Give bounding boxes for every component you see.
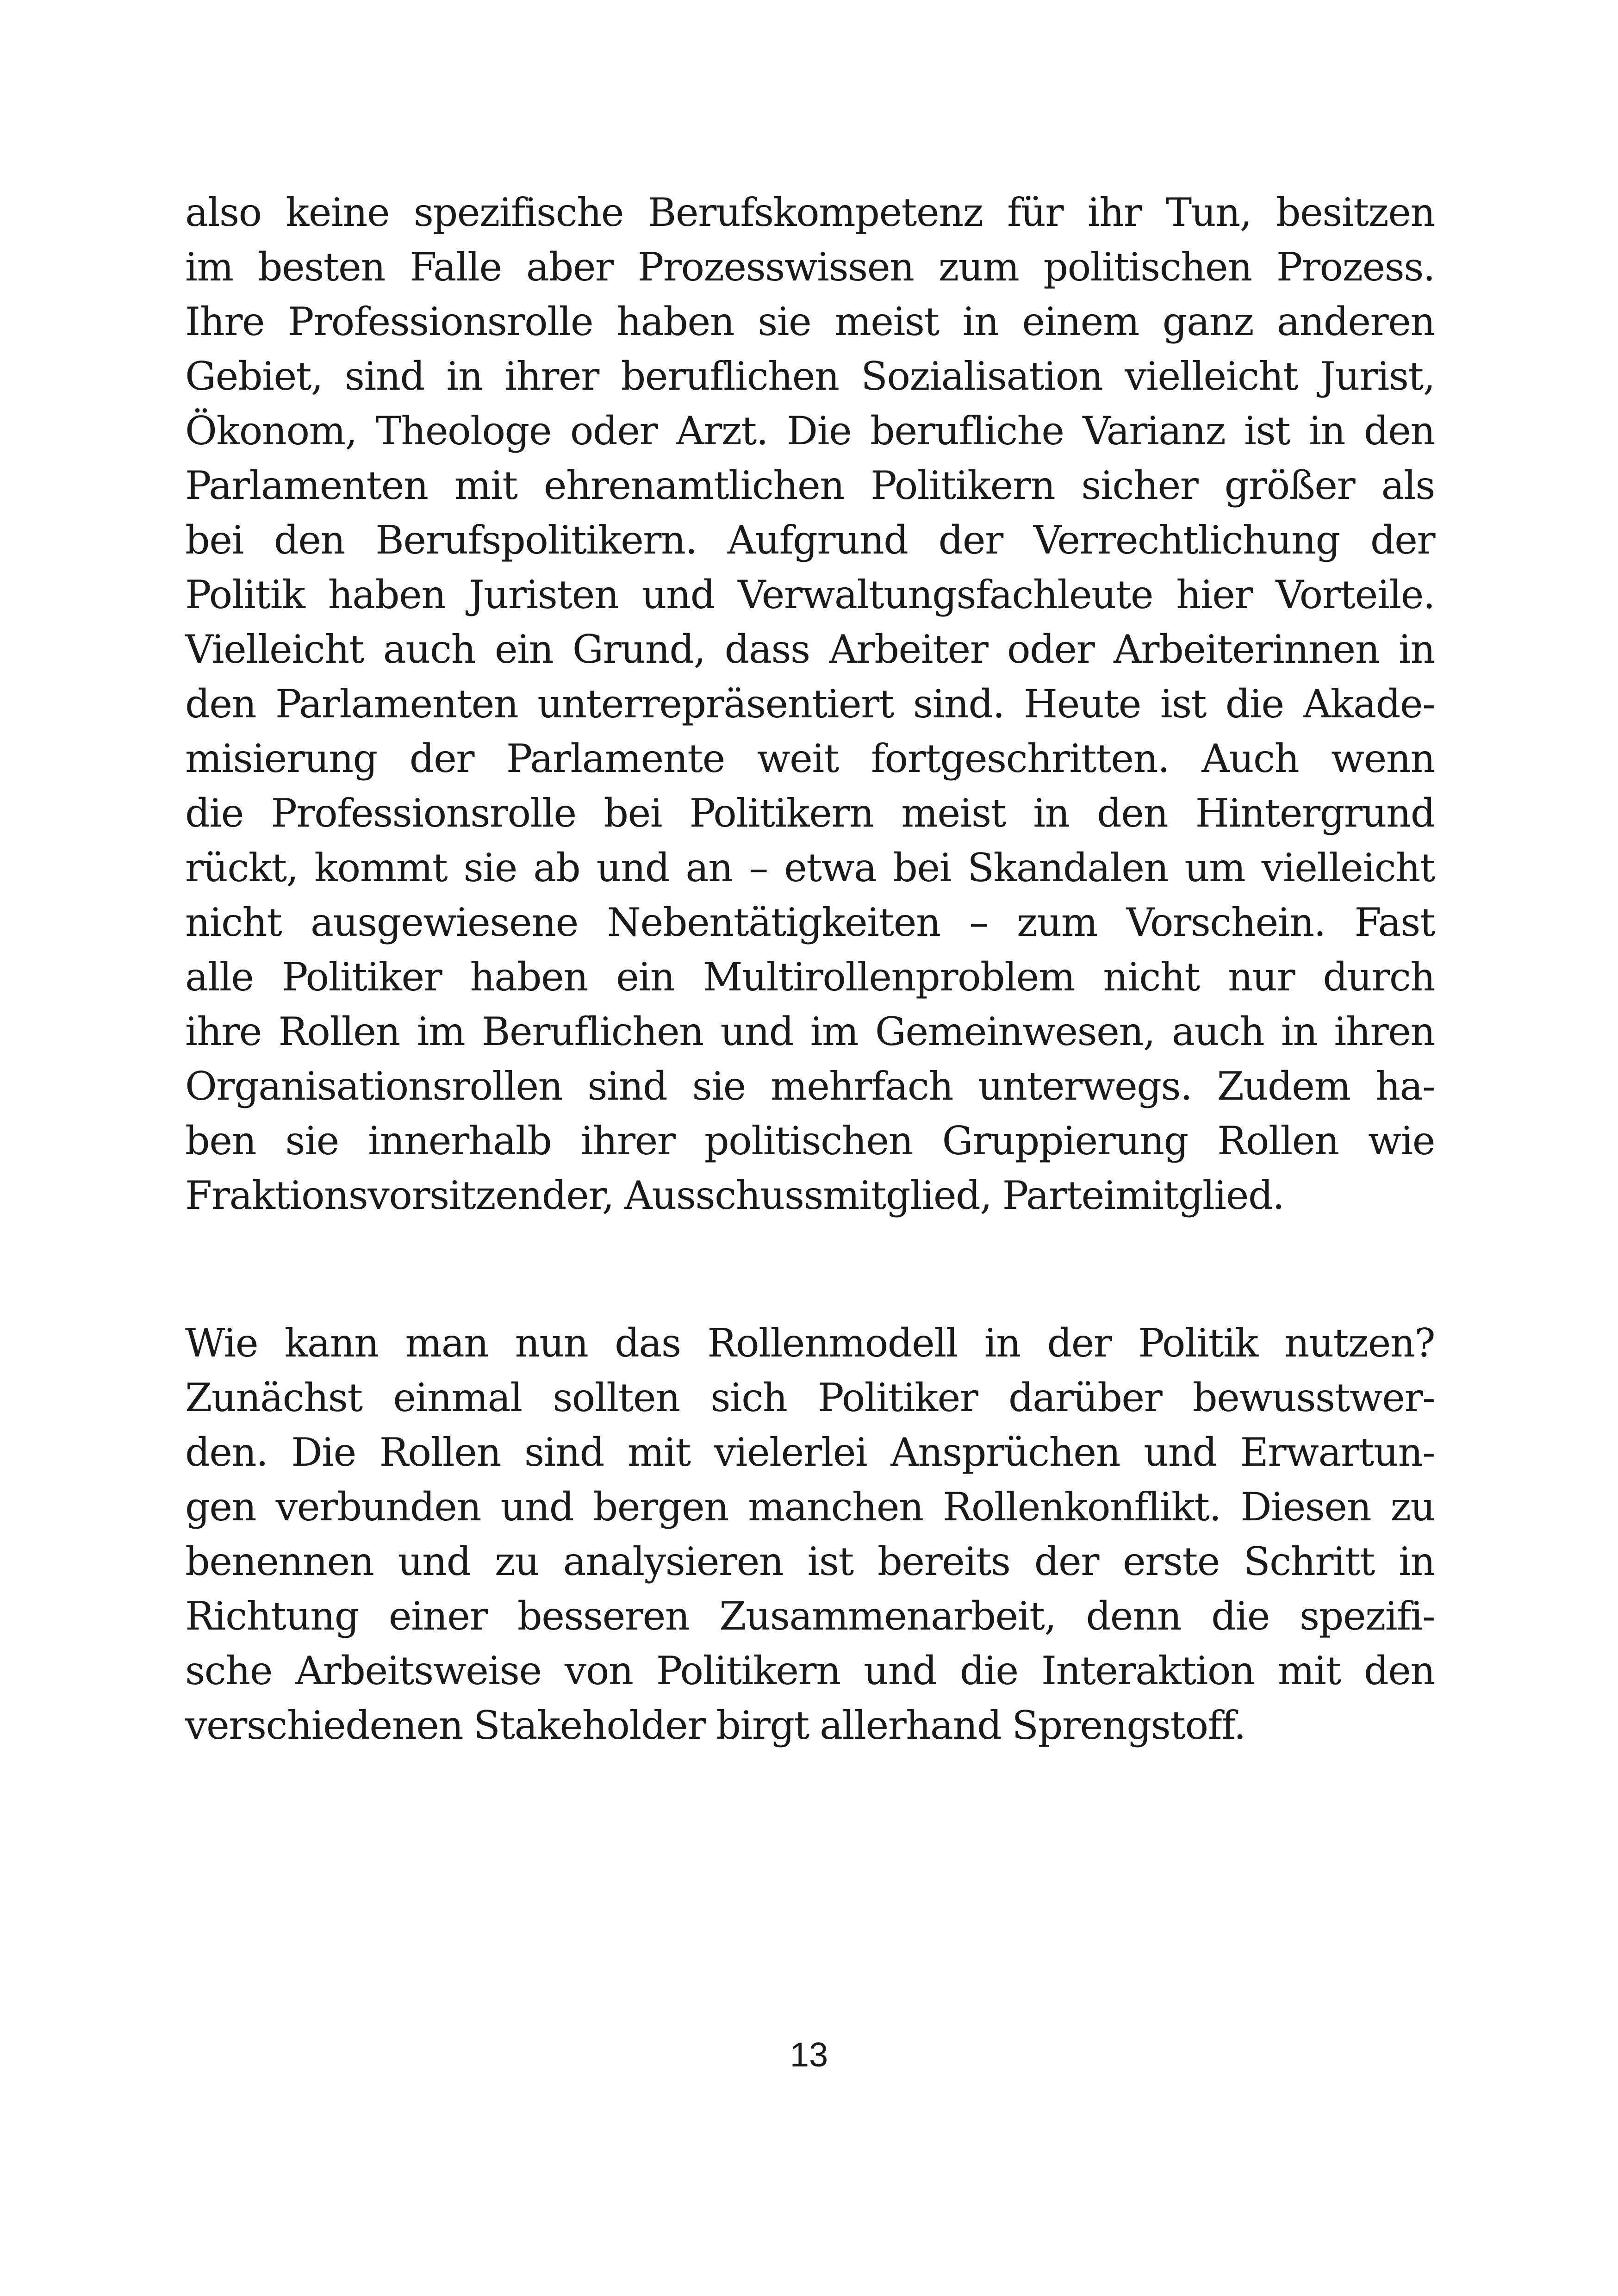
- text-line: Fraktionsvorsitzender, Ausschussmitglied, Parteimitglied.: [185, 1173, 1284, 1218]
- paragraph-2: [185, 1316, 1435, 1753]
- text-line: Parlamenten mit ehrenamtlichen Politikern sicher größer als: [185, 463, 1435, 508]
- paragraph-1: [185, 185, 1435, 1223]
- text-line: die Professionsrolle bei Politikern meist in den Hintergrund: [185, 790, 1435, 836]
- text-line: den Parlamenten unterrepräsentiert sind. Heute ist die Akade-: [185, 681, 1435, 727]
- text-line: Richtung einer besseren Zusammenarbeit, denn die spezifi-: [185, 1593, 1435, 1639]
- text-line: rückt, kommt sie ab und an – etwa bei Skandalen um vielleicht: [185, 845, 1435, 890]
- text-line: verschiedenen Stakeholder birgt allerhand Sprengstoff.: [185, 1703, 1245, 1748]
- text-line: ben sie innerhalb ihrer politischen Gruppierung Rollen wie: [185, 1118, 1435, 1164]
- text-line: Gebiet, sind in ihrer beruflichen Sozialisation vielleicht Jurist,: [185, 354, 1435, 399]
- text-line: benennen und zu analysieren ist bereits der erste Schritt in: [185, 1539, 1435, 1584]
- text-line: gen verbunden und bergen manchen Rollenkonflikt. Diesen zu: [185, 1484, 1435, 1530]
- text-line: alle Politiker haben ein Multirollenproblem nicht nur durch: [185, 954, 1435, 1000]
- text-line: ihre Rollen im Beruflichen und im Gemeinwesen, auch in ihren: [185, 1009, 1435, 1054]
- text-line: im besten Falle aber Prozesswissen zum politischen Prozess.: [185, 244, 1435, 290]
- text-line: Ihre Professionsrolle haben sie meist in einem ganz anderen: [185, 299, 1435, 344]
- text-line: bei den Berufspolitikern. Aufgrund der Verrechtlichung der: [185, 517, 1435, 563]
- text-line: nicht ausgewiesene Nebentätigkeiten – zum Vorschein. Fast: [185, 900, 1435, 945]
- text-line: misierung der Parlamente weit fortgeschritten. Auch wenn: [185, 736, 1435, 781]
- text-line: Vielleicht auch ein Grund, dass Arbeiter oder Arbeiterinnen in: [185, 627, 1435, 672]
- text-line: also keine spezifische Berufskompetenz für ihr Tun, besitzen: [185, 190, 1435, 235]
- text-line: Organisationsrollen sind sie mehrfach unterwegs. Zudem ha-: [185, 1064, 1435, 1109]
- text-line: Politik haben Juristen und Verwaltungsfachleute hier Vorteile.: [185, 572, 1435, 617]
- text-line: sche Arbeitsweise von Politikern und die Interaktion mit den: [185, 1648, 1435, 1693]
- text-line: den. Die Rollen sind mit vielerlei Ansprüchen und Erwartun-: [185, 1430, 1435, 1475]
- page-number: 13: [790, 2035, 828, 2074]
- text-line: Wie kann man nun das Rollenmodell in der Politik nutzen?: [185, 1320, 1435, 1366]
- text-line: Zunächst einmal sollten sich Politiker darüber bewusstwer-: [185, 1375, 1435, 1420]
- text-line: Ökonom, Theologe oder Arzt. Die berufliche Varianz ist in den: [185, 408, 1435, 454]
